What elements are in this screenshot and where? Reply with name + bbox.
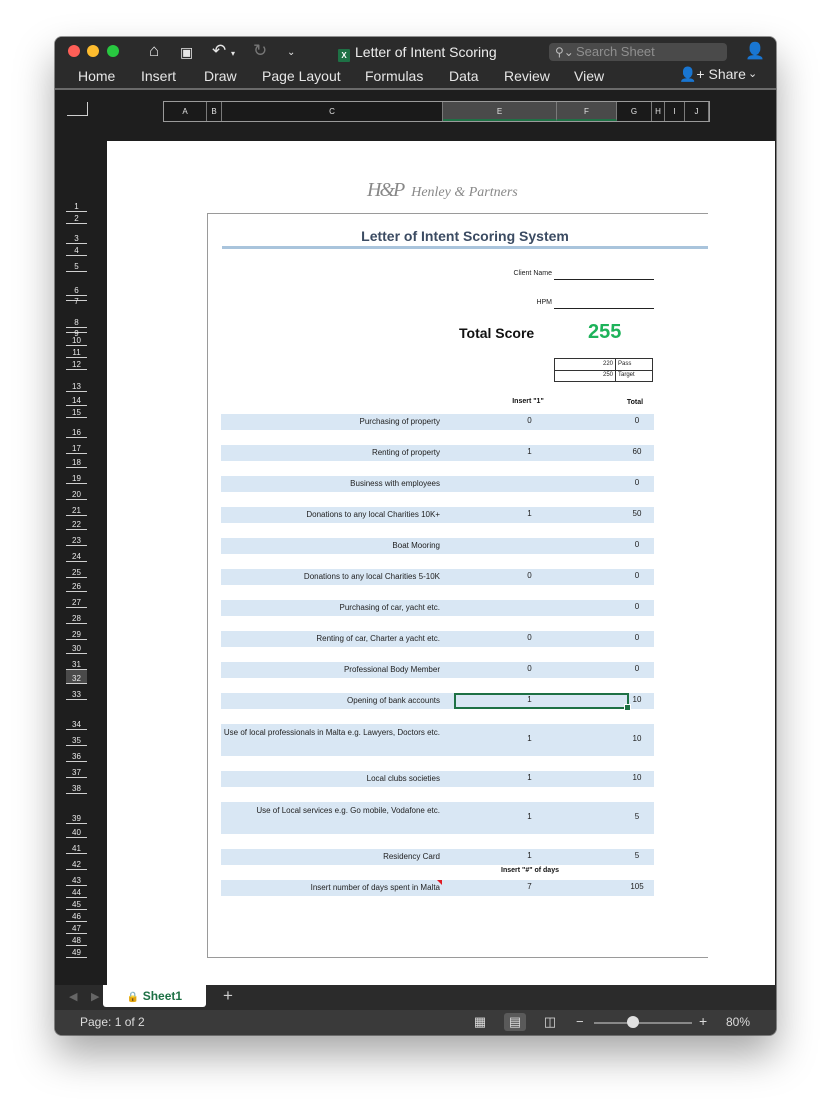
row-header-39[interactable]: 39 — [66, 794, 87, 824]
row-header-33[interactable]: 33 — [66, 684, 87, 700]
row-header-21[interactable]: 21 — [66, 500, 87, 516]
tab-view[interactable]: View — [574, 68, 605, 84]
row-header-19[interactable]: 19 — [66, 468, 87, 484]
redo-icon[interactable]: ↻ — [253, 41, 268, 60]
row-header-5[interactable]: 5 — [66, 256, 87, 272]
item-description[interactable]: Local clubs societies — [366, 774, 440, 783]
row-header-32[interactable]: 32 — [66, 670, 87, 684]
sheet-tab-sheet1[interactable]: 🔒 Sheet1 — [103, 985, 206, 1007]
item-insert-value[interactable]: 0 — [527, 664, 532, 673]
item-total-value[interactable]: 60 — [632, 447, 642, 456]
undo-icon[interactable]: ↶ — [212, 41, 227, 60]
tab-insert[interactable]: Insert — [141, 68, 177, 84]
item-description[interactable]: Purchasing of car, yacht etc. — [339, 603, 440, 612]
row-header-38[interactable]: 38 — [66, 778, 87, 794]
item-description[interactable]: Professional Body Member — [343, 665, 440, 674]
row-header-47[interactable]: 47 — [66, 922, 87, 934]
item-description[interactable]: Residency Card — [383, 852, 440, 861]
scoring-row[interactable] — [221, 507, 654, 523]
item-description[interactable]: Renting of property — [371, 448, 440, 457]
item-total-value[interactable]: 105 — [630, 882, 644, 891]
row-header-35[interactable]: 35 — [66, 730, 87, 746]
search-sheet-input[interactable]: ⚲⌄ Search Sheet — [549, 43, 727, 61]
hpm-field[interactable] — [554, 308, 654, 309]
select-all-corner[interactable] — [67, 102, 88, 116]
column-header-b[interactable]: B — [207, 102, 222, 121]
scoring-row[interactable] — [221, 631, 654, 647]
tab-review[interactable]: Review — [504, 68, 550, 84]
item-description[interactable]: Use of Local services e.g. Go mobile, Vodafone etc. — [256, 806, 440, 815]
add-sheet-button[interactable]: + — [223, 986, 233, 1005]
scoring-row[interactable] — [221, 771, 654, 787]
tab-formulas[interactable]: Formulas — [365, 68, 424, 84]
sheet-title[interactable]: Letter of Intent Scoring System — [361, 228, 569, 244]
page-break-preview-icon[interactable]: ◫ — [543, 1014, 557, 1029]
item-total-value[interactable]: 0 — [634, 664, 640, 673]
search-icon: ⚲⌄ — [555, 45, 574, 59]
item-total-value[interactable]: 5 — [634, 812, 640, 821]
undo-dropdown-icon[interactable]: ▾ — [231, 49, 236, 58]
henley-partners-logo: H&P Henley & Partners — [367, 179, 518, 201]
days-column-header[interactable]: Insert "#" of days — [501, 867, 559, 874]
column-header-g[interactable]: G — [617, 102, 652, 121]
item-total-value[interactable]: 5 — [634, 851, 640, 860]
account-icon[interactable]: 👤 — [745, 43, 765, 60]
item-insert-value[interactable]: 0 — [527, 416, 532, 425]
total-score-label[interactable]: Total Score — [459, 325, 535, 341]
row-header-40[interactable]: 40 — [66, 824, 87, 838]
share-button[interactable]: 👤+ Share — [679, 66, 746, 82]
row-header-28[interactable]: 28 — [66, 608, 87, 624]
tab-home[interactable]: Home — [78, 68, 116, 84]
item-total-value[interactable]: 10 — [632, 734, 642, 743]
item-total-value[interactable]: 50 — [632, 509, 642, 518]
row-header-8[interactable]: 8 — [66, 301, 87, 328]
row-header-7[interactable]: 7 — [66, 296, 87, 301]
row-header-42[interactable]: 42 — [66, 854, 87, 870]
prev-sheet-icon[interactable]: ◀ — [69, 991, 78, 1003]
row-header-15[interactable]: 15 — [66, 406, 87, 418]
column-header-area — [55, 90, 776, 122]
scoring-row[interactable] — [221, 476, 654, 492]
item-insert-value[interactable]: 7 — [527, 882, 532, 891]
row-header-9[interactable]: 9 — [66, 328, 87, 333]
scoring-row[interactable] — [221, 849, 654, 865]
scoring-row[interactable] — [221, 880, 654, 896]
tab-page-layout[interactable]: Page Layout — [262, 68, 341, 84]
status-bar — [55, 1010, 776, 1035]
zoom-slider-knob[interactable] — [627, 1016, 639, 1028]
sheet-tab-bar — [55, 985, 776, 1010]
row-header-4[interactable]: 4 — [66, 244, 87, 256]
row-header-41[interactable]: 41 — [66, 838, 87, 854]
item-description[interactable]: Use of local professionals in Malta e.g. Lawyers, Doctors etc. — [223, 728, 440, 737]
page-indicator: Page: 1 of 2 — [80, 1015, 145, 1029]
total-score-value[interactable]: 255 — [588, 321, 622, 343]
item-insert-value[interactable]: 1 — [527, 773, 532, 782]
scoring-row[interactable] — [221, 724, 654, 756]
ribbon-collapse-icon[interactable]: ⌄ — [748, 68, 758, 80]
row-header-13[interactable]: 13 — [66, 370, 87, 392]
item-total-value[interactable]: 10 — [632, 695, 642, 704]
scoring-row[interactable] — [221, 662, 654, 678]
row-header-3[interactable]: 3 — [66, 224, 87, 244]
excel-document-icon: X — [338, 49, 350, 62]
page-layout-view-icon[interactable]: ▤ — [504, 1013, 526, 1031]
row-header-45[interactable]: 45 — [66, 898, 87, 910]
next-sheet-icon[interactable]: ▶ — [91, 991, 100, 1003]
item-total-value[interactable]: 0 — [634, 478, 640, 487]
row-header-11[interactable]: 11 — [66, 346, 87, 358]
item-total-value[interactable]: 0 — [634, 571, 640, 580]
scoring-row[interactable] — [221, 538, 654, 554]
normal-view-icon[interactable]: ▦ — [473, 1014, 487, 1029]
row-header-46[interactable]: 46 — [66, 910, 87, 922]
item-insert-value[interactable]: 1 — [527, 851, 532, 860]
row-header-27[interactable]: 27 — [66, 592, 87, 608]
column-header-e[interactable]: E — [443, 102, 557, 121]
item-description[interactable]: Renting of car, Charter a yacht etc. — [316, 634, 440, 643]
row-header-29[interactable]: 29 — [66, 624, 87, 640]
window-title: X Letter of Intent Scoring — [338, 44, 497, 62]
item-description[interactable]: Donations to any local Charities 5-10K — [303, 572, 440, 581]
item-total-value[interactable]: 0 — [634, 633, 640, 642]
item-total-value[interactable]: 10 — [632, 773, 642, 782]
row-header-6[interactable]: 6 — [66, 272, 87, 296]
row-header-43[interactable]: 43 — [66, 870, 87, 886]
zoom-slider[interactable] — [594, 1022, 692, 1024]
row-header-17[interactable]: 17 — [66, 438, 87, 454]
item-insert-value[interactable]: 1 — [527, 812, 532, 821]
threshold-table — [554, 358, 653, 382]
row-header-25[interactable]: 25 — [66, 562, 87, 578]
customize-toolbar-icon[interactable]: ⌄ — [287, 47, 296, 58]
column-headers — [163, 101, 710, 122]
scoring-row[interactable] — [221, 802, 654, 834]
row-header-12[interactable]: 12 — [66, 358, 87, 370]
item-description[interactable]: Business with employees — [350, 479, 440, 488]
row-header-1[interactable]: 1 — [66, 200, 87, 212]
item-insert-value[interactable]: 1 — [527, 447, 532, 456]
lock-icon: 🔒 — [126, 992, 140, 1003]
scoring-row[interactable] — [221, 569, 654, 585]
item-insert-value[interactable]: 1 — [527, 695, 532, 704]
column-header-f[interactable]: F — [557, 102, 617, 121]
fill-handle[interactable] — [624, 704, 631, 711]
item-description[interactable]: Insert number of days spent in Malta — [310, 883, 440, 892]
row-header-31[interactable]: 31 — [66, 654, 87, 670]
item-description[interactable]: Opening of bank accounts — [347, 696, 440, 705]
row-header-24[interactable]: 24 — [66, 546, 87, 562]
item-description[interactable]: Purchasing of property — [359, 417, 440, 426]
row-header-48[interactable]: 48 — [66, 934, 87, 946]
tab-data[interactable]: Data — [449, 68, 479, 84]
scoring-row[interactable] — [221, 693, 654, 709]
zoom-out-button[interactable]: − — [576, 1014, 584, 1029]
zoom-window-button[interactable] — [107, 45, 119, 57]
row-header-36[interactable]: 36 — [66, 746, 87, 762]
hpm-label[interactable]: HPM — [536, 299, 552, 306]
item-insert-value[interactable]: 0 — [527, 571, 532, 580]
row-header-16[interactable]: 16 — [66, 418, 87, 438]
close-window-button[interactable] — [68, 45, 80, 57]
row-header-20[interactable]: 20 — [66, 484, 87, 500]
row-header-22[interactable]: 22 — [66, 516, 87, 530]
item-insert-value[interactable]: 1 — [527, 509, 532, 518]
item-total-value[interactable]: 0 — [634, 540, 640, 549]
zoom-level: 80% — [726, 1015, 751, 1029]
title-bar — [55, 37, 776, 89]
item-description[interactable]: Donations to any local Charities 10K+ — [306, 510, 440, 519]
item-total-value[interactable]: 0 — [634, 416, 640, 425]
column-header-a[interactable]: A — [164, 102, 207, 121]
column-header-i[interactable]: I — [665, 102, 685, 121]
row-header-18[interactable]: 18 — [66, 454, 87, 468]
item-description[interactable]: Boat Mooring — [392, 541, 440, 550]
add-person-icon: 👤+ — [679, 66, 705, 82]
zoom-in-button[interactable]: + — [699, 1013, 708, 1029]
title-underline — [222, 246, 708, 249]
client-name-field[interactable] — [554, 279, 654, 280]
column-header-h[interactable]: H — [652, 102, 665, 121]
insert-column-header[interactable]: Insert "1" — [512, 398, 544, 405]
excel-window — [55, 37, 776, 1035]
threshold-pass-row[interactable]: 220 Pass — [555, 359, 652, 371]
client-name-label[interactable]: Client Name — [513, 270, 552, 277]
row-header-34[interactable]: 34 — [66, 700, 87, 730]
row-header-2[interactable]: 2 — [66, 212, 87, 224]
tab-draw[interactable]: Draw — [204, 68, 237, 84]
row-header-44[interactable]: 44 — [66, 886, 87, 898]
row-header-26[interactable]: 26 — [66, 578, 87, 592]
minimize-window-button[interactable] — [87, 45, 99, 57]
item-insert-value[interactable]: 0 — [527, 633, 532, 642]
printed-page — [107, 141, 775, 985]
row-header-49[interactable]: 49 — [66, 946, 87, 958]
threshold-target-row[interactable]: 250 Target — [555, 370, 652, 381]
scoring-row[interactable] — [221, 414, 654, 430]
home-icon[interactable]: ⌂ — [149, 41, 160, 60]
item-total-value[interactable]: 0 — [634, 602, 640, 611]
scoring-row[interactable] — [221, 600, 654, 616]
row-header-14[interactable]: 14 — [66, 392, 87, 406]
page-layout-view — [107, 141, 775, 985]
row-header-37[interactable]: 37 — [66, 762, 87, 778]
comment-indicator-icon[interactable] — [437, 880, 442, 885]
scoring-row[interactable] — [221, 445, 654, 461]
save-icon[interactable]: ▣ — [180, 44, 194, 60]
row-header-30[interactable]: 30 — [66, 640, 87, 654]
column-header-j[interactable]: J — [685, 102, 709, 121]
active-cell-selection[interactable] — [454, 693, 629, 709]
print-area — [207, 213, 708, 958]
row-header-10[interactable]: 10 — [66, 333, 87, 346]
item-insert-value[interactable]: 1 — [527, 734, 532, 743]
row-header-23[interactable]: 23 — [66, 530, 87, 546]
column-header-c[interactable]: C — [222, 102, 443, 121]
total-column-header[interactable]: Total — [626, 399, 644, 406]
